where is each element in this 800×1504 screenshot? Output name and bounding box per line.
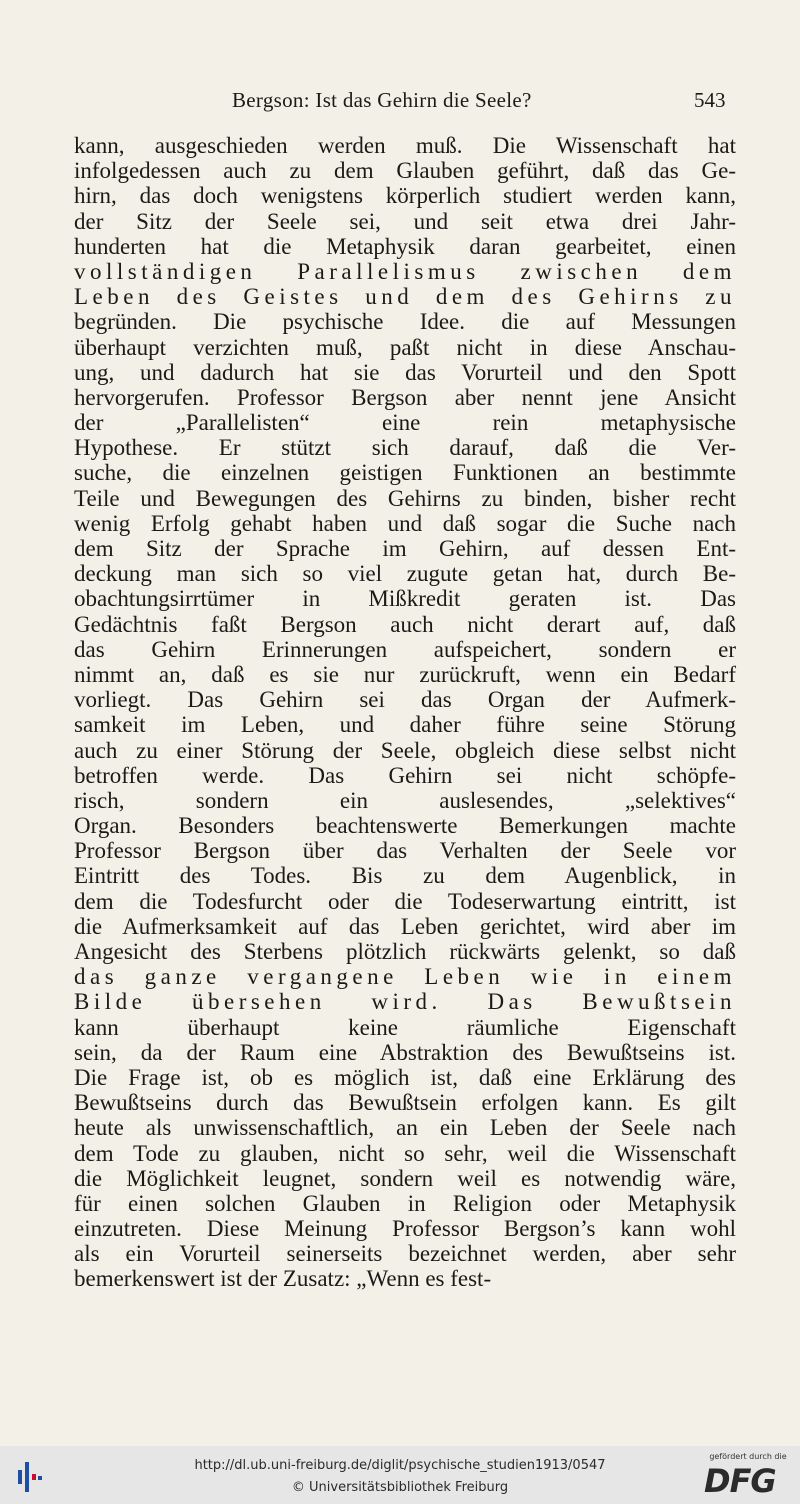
funding-caption: gefördert durch die: [709, 1452, 787, 1461]
text-line: kann, ausgeschieden werden muß. Die Wissenschaft hat: [74, 133, 736, 158]
text-line: kann überhaupt keine räumliche Eigenschaft: [74, 1014, 736, 1040]
text-line: Gedächtnis faßt Bergson auch nicht derart auf, daß: [74, 611, 736, 637]
text-line: deckung man sich so viel zugute getan hat, durch Be-: [74, 561, 736, 587]
text-line: risch, sondern ein auslesendes, „selektives“: [74, 787, 736, 813]
text-line: die Möglichkeit leugnet, sondern weil es notwendig wäre,: [74, 1165, 736, 1191]
text-line: als ein Vorurteil seinerseits bezeichnet werden, aber sehr: [74, 1241, 736, 1267]
text-line: nimmt an, daß es sie nur zurückruft, wenn ein Bedarf: [74, 661, 736, 687]
dfg-funding-logo[interactable]: [700, 1450, 796, 1500]
text-line: infolgedessen auch zu dem Glauben geführt, daß das Ge-: [74, 158, 736, 184]
text-line: Bilde übersehen wird. Das Bewußtsein: [74, 989, 736, 1015]
body-text: [74, 133, 736, 1292]
running-title: Bergson: Ist das Gehirn die Seele?: [232, 88, 532, 112]
text-line: betroffen werde. Das Gehirn sei nicht schöpfe-: [74, 762, 736, 788]
text-line: überhaupt verzichten muß, paßt nicht in diese Anschau-: [74, 334, 736, 360]
footer-bar: [0, 1446, 800, 1504]
text-line: vollständigen Parallelismus zwischen dem: [74, 258, 736, 284]
text-line: auch zu einer Störung der Seele, obgleich diese selbst nicht: [74, 737, 736, 763]
text-line: sein, da der Raum eine Abstraktion des Bewußtseins ist.: [74, 1039, 736, 1065]
text-line: dem Sitz der Sprache im Gehirn, auf dessen Ent-: [74, 536, 736, 561]
text-line: Die Frage ist, ob es möglich ist, daß eine Erklärung des: [74, 1064, 736, 1090]
text-line: Professor Bergson über das Verhalten der Seele vor: [74, 838, 736, 864]
text-line: für einen solchen Glauben in Religion oder Metaphysik: [74, 1190, 736, 1216]
text-line: Eintritt des Todes. Bis zu dem Augenblick, in: [74, 863, 736, 889]
text-line: das Gehirn Erinnerungen aufspeichert, sondern er: [74, 636, 736, 662]
text-line: suche, die einzelnen geistigen Funktionen an bestimmte: [74, 460, 736, 486]
text-line: Hypothese. Er stützt sich darauf, daß die Ver-: [74, 435, 736, 461]
text-line: vorliegt. Das Gehirn sei das Organ der Aufmerk-: [74, 687, 736, 713]
text-line: Bewußtseins durch das Bewußtsein erfolgen kann. Es gilt: [74, 1090, 736, 1116]
copyright-notice: © Universitätsbibliothek Freiburg: [291, 1480, 509, 1495]
text-line: bemerkenswert ist der Zusatz: „Wenn es fest-: [74, 1266, 492, 1292]
text-line: Teile und Bewegungen des Gehirns zu binden, bisher recht: [74, 485, 736, 511]
text-line: der „Parallelisten“ eine rein metaphysische: [74, 410, 736, 436]
text-line: der Sitz der Seele sei, und seit etwa drei Jahr-: [74, 208, 736, 234]
text-line: obachtungsirrtümer in Mißkredit geraten ist. Das: [74, 586, 736, 612]
text-line: samkeit im Leben, und daher führe seine Störung: [74, 712, 736, 738]
page-number: 543: [694, 88, 726, 112]
text-line: Organ. Besonders beachtenswerte Bemerkungen machte: [74, 813, 736, 839]
text-line: Leben des Geistes und dem des Gehirns zu: [74, 284, 736, 310]
text-line: einzutreten. Diese Meinung Professor Bergson’s kann wohl: [74, 1216, 736, 1242]
text-line: dem die Todesfurcht oder die Todeserwartung eintritt, ist: [74, 888, 736, 914]
permalink-url[interactable]: http://dl.ub.uni-freiburg.de/diglit/psychische_studien1913/0547: [194, 1458, 606, 1473]
text-line: Angesicht des Sterbens plötzlich rückwärts gelenkt, so daß: [74, 939, 736, 964]
text-line: dem Tode zu glauben, nicht so sehr, weil die Wissenschaft: [74, 1140, 736, 1166]
text-line: hirn, das doch wenigstens körperlich studiert werden kann,: [74, 183, 736, 209]
text-line: das ganze vergangene Leben wie in einem: [74, 964, 736, 990]
text-line: ung, und dadurch hat sie das Vorurteil und den Spott: [74, 359, 736, 385]
running-head: [0, 88, 800, 118]
text-line: begründen. Die psychische Idee. die auf Messungen: [74, 309, 736, 335]
text-line: heute als unwissenschaftlich, an ein Leben der Seele nach: [74, 1115, 736, 1141]
text-line: hervorgerufen. Professor Bergson aber nennt jene Ansicht: [74, 384, 736, 410]
text-line: hunderten hat die Metaphysik daran gearbeitet, einen: [74, 233, 736, 259]
text-line: die Aufmerksamkeit auf das Leben gerichtet, wird aber im: [74, 913, 736, 939]
dfg-logo-text: DFG: [704, 1462, 776, 1500]
text-line: wenig Erfolg gehabt haben und daß sogar die Suche nach: [74, 510, 736, 536]
